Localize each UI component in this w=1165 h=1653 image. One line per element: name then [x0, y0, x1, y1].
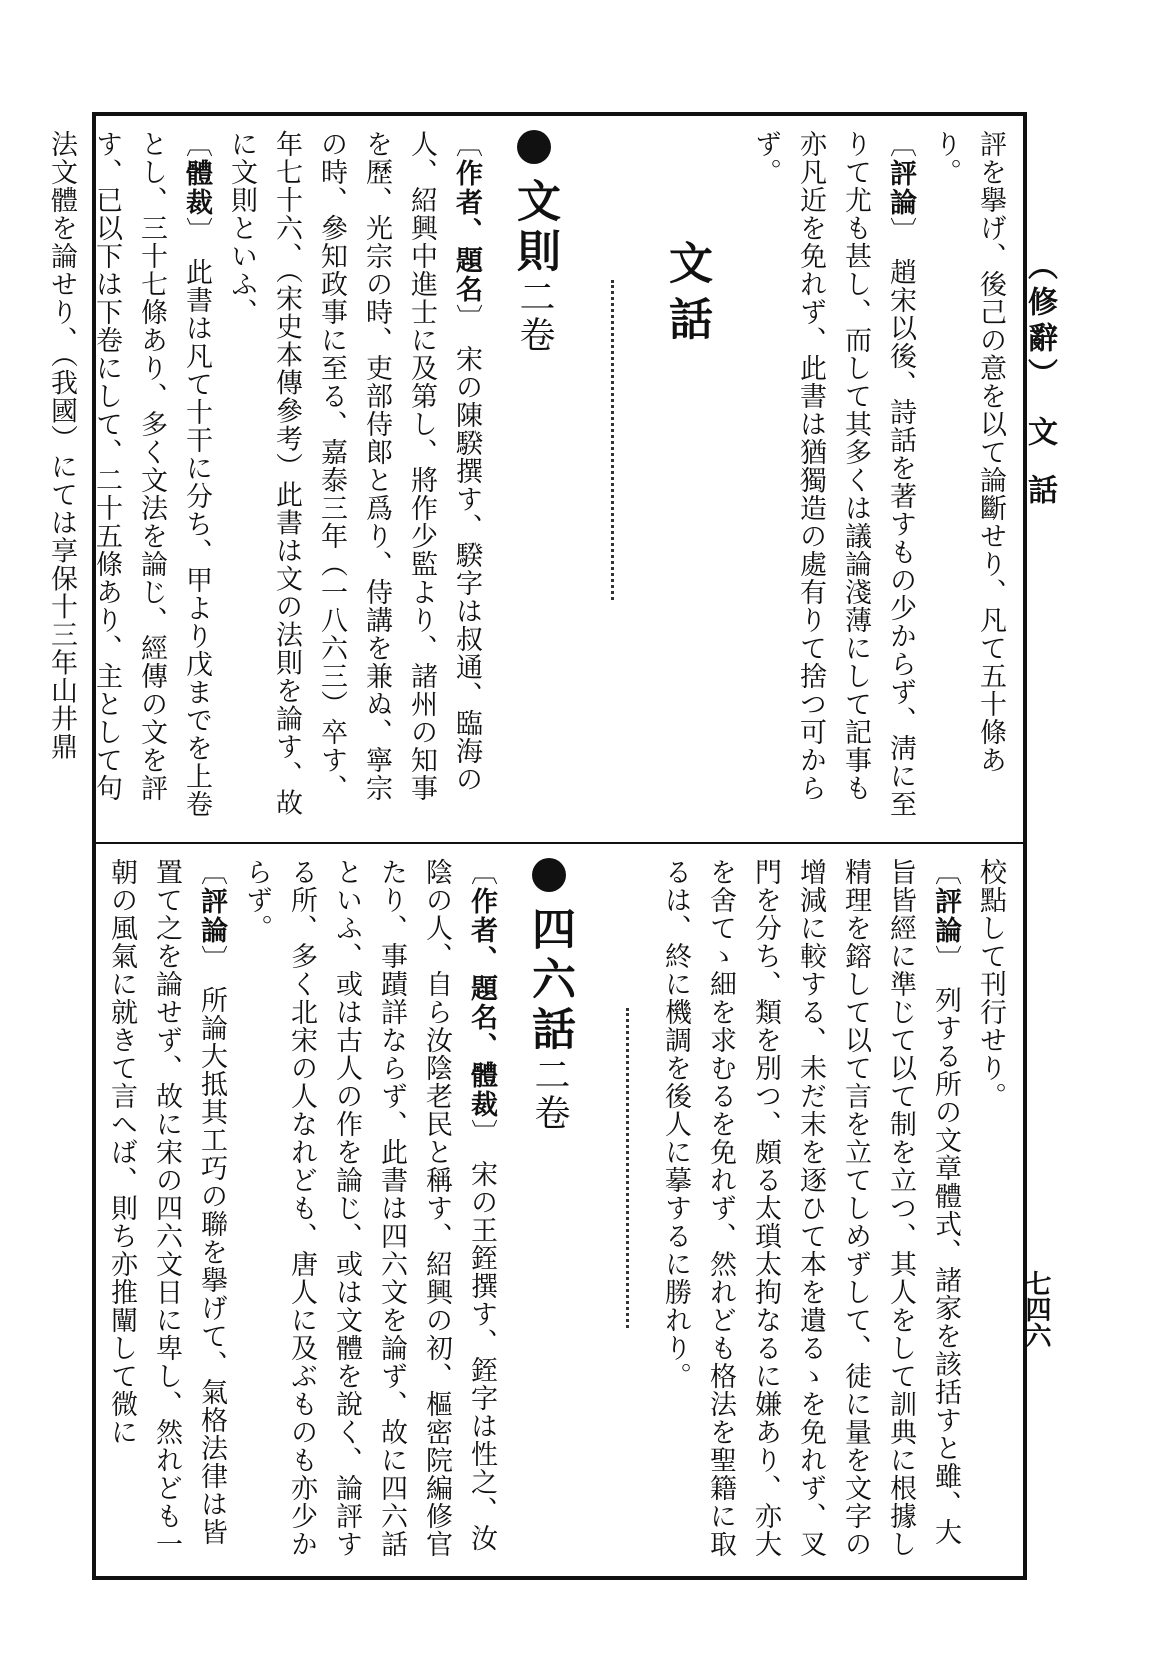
review-text: 趙宋以後、詩話を著すもの少からず、淸に至りて尤も甚し、而して其多くは議論淺薄にして記事も亦凡近を免れず、此書は猶獨造の處有りて捨つ可からず。 — [750, 130, 916, 818]
review-text: 列する所の文章體式、諸家を該括すと雖、大旨皆經に準じて以て制を立つ、其人をして訓典に根據し精理を鎔して以て言を立てしめずして、徒に量を文字の增減に較する、未だ末を逐ひて本を遺るゝを免れず、叉門を分ち、類を別つ、頗る太瑣太拘なるに嫌あり、亦大を舍てゝ細を求むるを免れず、然れども格法を聖籍に取るは、終に機調を後人に摹するに勝れり。 — [660, 858, 961, 1558]
top-columns — [46, 130, 1013, 826]
bullet-icon — [532, 858, 566, 892]
section-title: 文話 — [661, 240, 712, 352]
author-label: 〔 作者、題名、體裁 〕 — [466, 858, 497, 1148]
review-paragraph-top — [743, 130, 923, 826]
entry-volume: 二卷 — [514, 278, 555, 354]
running-head-section: （修辭） — [1022, 250, 1057, 394]
wavy-separator — [603, 280, 614, 600]
entry-volume: 二卷 — [529, 1056, 570, 1132]
top-half — [46, 116, 1023, 840]
style-text: 此書は凡て十干に分ち、甲より戊までを上卷とし、三十七條あり、多く文法を論じ、經傳の文を評す、已以下は下卷にして、二十五條あり、主として句法文體を論せり、（我國）にては享保十三年山井鼎 — [46, 130, 212, 818]
author-paragraph — [219, 130, 489, 826]
wavy-separator — [618, 1008, 629, 1328]
author-label: 〔 作者、題名 〕 — [451, 130, 482, 333]
author-text: 宋の王銍撰す、銍字は性之、汝陰の人、自ら汝陰老民と稱す、紹興の初、樞密院編修官たり、事蹟詳ならず、此書は四六文を論ず、故に四六話といふ、或は古人の作を論じ、或は文體を說く、論評する所、多く北宋の人なれども、唐人に及ぶものも亦少からず。 — [241, 858, 497, 1558]
author-text: 宋の陳騤撰す、騤字は叔通、臨海の人、紹興中進士に及第し、將作少監より、諸州の知事を歷、光宗の時、吏部侍郞と爲り、侍講を兼ぬ、寧宗の時、參知政事に至る、嘉泰三年（一八六三）卒す、年七十六、（宋史本傳參考）此書は文の法則を論す、故に文則といふ、 — [226, 130, 482, 817]
entry-title-wenze — [503, 130, 565, 826]
review-text: 所論大抵其工巧の聯を擧げて、氣格法律は皆置て之を論せず、故に宋の四六文日に卑し、然れども一朝の風氣に就きて言へば、則ち亦推闡して微に — [106, 858, 227, 1558]
running-head-title-2: 話 — [1022, 474, 1057, 510]
entry-title-siliuhua — [518, 858, 580, 1562]
review-label: 〔 評論 〕 — [885, 130, 916, 246]
review-paragraph-bottom-1 — [653, 858, 968, 1562]
bullet-icon — [517, 130, 551, 164]
style-label: 〔 體裁 〕 — [181, 130, 212, 246]
style-paragraph — [39, 130, 219, 826]
running-head-title-1: 文 — [1022, 416, 1057, 452]
page-number: 七四六 — [1021, 1270, 1051, 1348]
bottom-half — [96, 844, 1023, 1576]
page-frame — [46, 112, 1027, 1580]
review-paragraph-bottom-2 — [99, 858, 234, 1562]
entry-title-text: 四六話 — [524, 906, 575, 1056]
review-label: 〔 評論 〕 — [930, 858, 961, 974]
continued-paragraph-top: 評を擧げ、後己の意を以て論斷せり、凡て五十條あり。 — [930, 130, 1006, 774]
entry-title-text: 文則 — [509, 178, 560, 278]
review-label: 〔 評論 〕 — [196, 858, 227, 974]
bottom-columns — [106, 858, 1013, 1562]
author-paragraph — [234, 858, 504, 1562]
continued-paragraph-bottom: 校點して刊行せり。 — [975, 858, 1006, 1110]
